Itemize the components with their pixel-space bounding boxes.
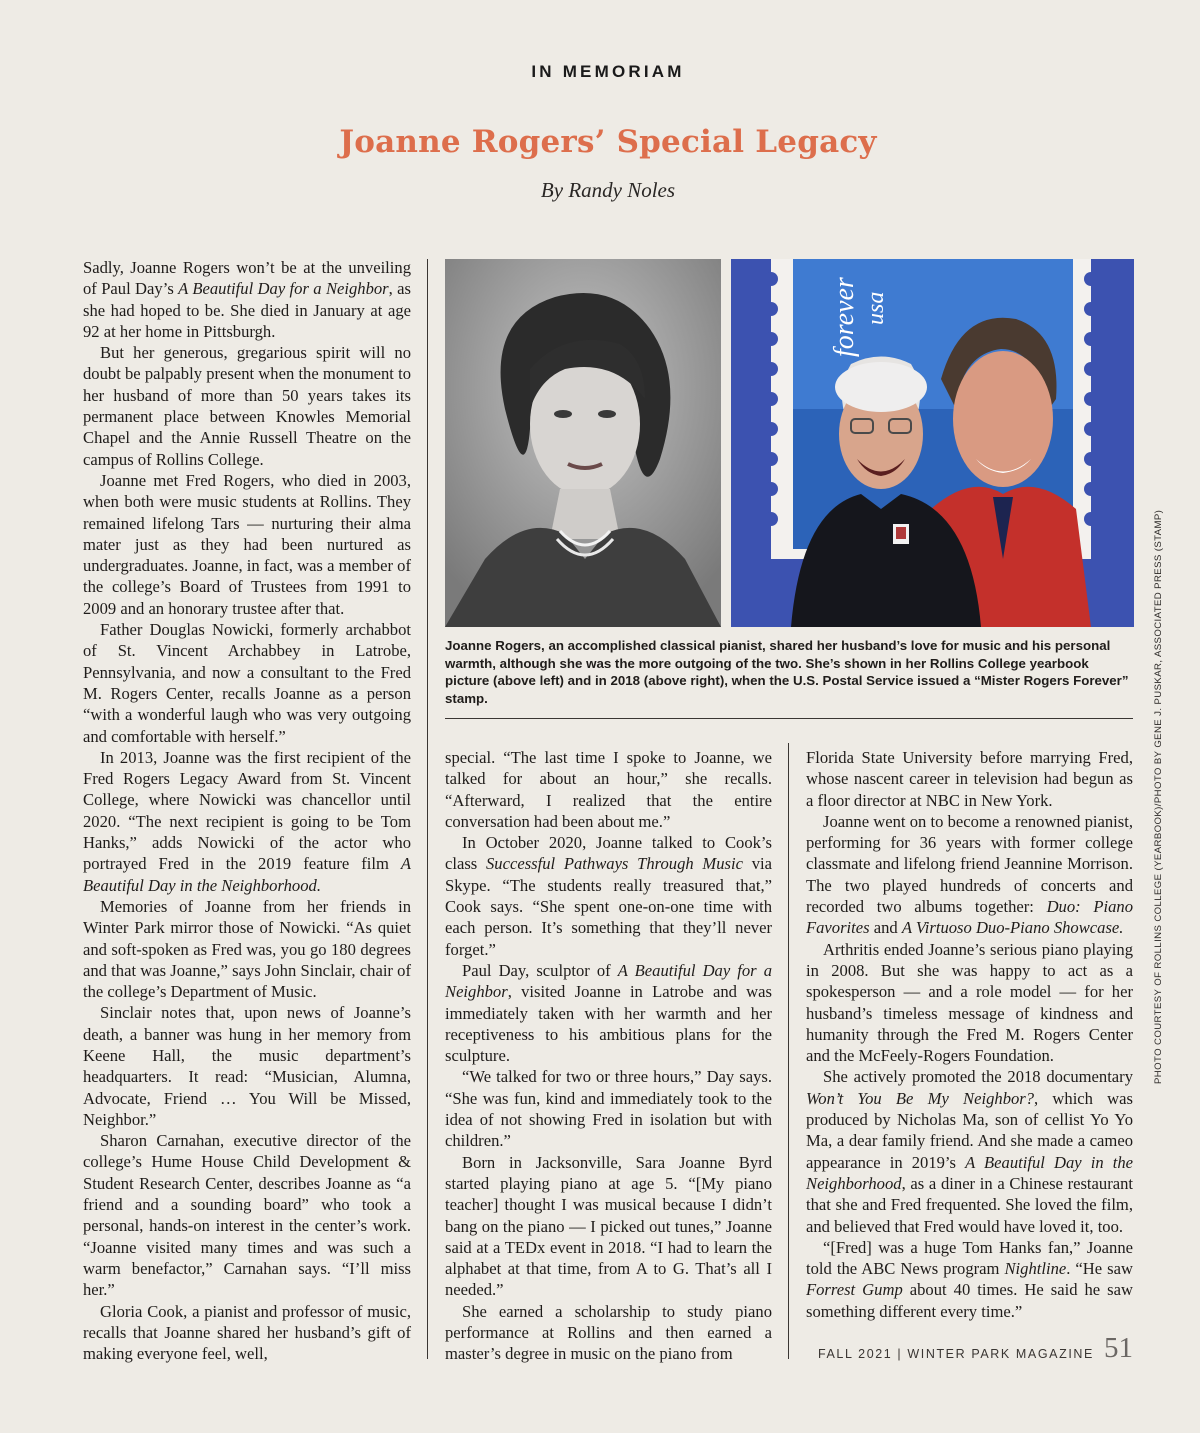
section-label: IN MEMORIAM xyxy=(531,62,685,81)
column-rule-2 xyxy=(788,743,789,1359)
paragraph: Sharon Carnahan, executive director of the college’s Hume House Child Development & Student Research Center, describes Joanne as “a friend and a sounding board” who took a personal, hands-on interest in the center’s work. “Joanne visited many times and was such a warm benefactor,” Carnahan says. “I’ll miss her.” xyxy=(83,1131,411,1300)
stamp-forever-text: forever xyxy=(829,277,860,357)
column-rule-1 xyxy=(427,259,428,1359)
article-title: Joanne Rogers’ Special Legacy xyxy=(339,124,877,160)
paragraph: She earned a scholarship to study piano performance at Rollins and then earned a master’s degree in music on the piano from xyxy=(445,1301,772,1364)
paragraph: In October 2020, Joanne talked to Cook’s class Successful Pathways Through Music via Skype. “The students really treasured that,” Cook says. “She spent one-on-one time with each person. It’s something that they’ll never forget.” xyxy=(445,833,772,959)
stamp-photo xyxy=(731,259,1134,627)
paragraph: “We talked for two or three hours,” Day says. “She was fun, kind and immediately took to the idea of not showing Fred in isolation but with children.” xyxy=(445,1067,772,1151)
paragraph: But her generous, gregarious spirit will no doubt be palpably present when the monument to her husband of more than 50 years takes its permanent place between Knowles Memorial Chapel and the Annie Russell Theatre on the campus of Rollins College. xyxy=(83,343,411,469)
page-number: 51 xyxy=(1104,1332,1133,1364)
paragraph: Memories of Joanne from her friends in Winter Park mirror those of Nowicki. “As quiet and soft-spoken as Fred was, you go 180 degrees and that was Joanne,” says John Sinclair, chair of the college’s Department of Music. xyxy=(83,896,411,1002)
byline: By Randy Noles xyxy=(540,178,676,202)
photo-credit: PHOTO COURTESY OF ROLLINS COLLEGE (YEARBOOK)/PHOTO BY GENE J. PUSKAR, ASSOCIATED PRESS (STAMP) xyxy=(1153,509,1164,1084)
paragraph: She actively promoted the 2018 documentary Won’t You Be My Neighbor?, which was produced by Nicholas Ma, son of cellist Yo Yo Ma, a dear family friend. And she made a cameo appearance in 2019’s A Beautiful Day in the Neighborhood, as a diner in a Chinese restaurant that she and Fred frequented. She loved the film, and believed that Fred would have loved it, too. xyxy=(806,1067,1134,1236)
paragraph: Gloria Cook, a pianist and professor of music, recalls that Joanne shared her husband’s gift of making everyone feel, well, xyxy=(83,1301,411,1364)
stamp-event-illustration xyxy=(731,259,1134,627)
paragraph: Sadly, Joanne Rogers won’t be at the unveiling of Paul Day’s A Beautiful Day for a Neighbor, as she had hoped to be. She died in January at age 92 at her home in Pittsburgh. xyxy=(83,258,411,341)
paragraph: In 2013, Joanne was the first recipient of the Fred Rogers Legacy Award from St. Vincent College, where Nowicki was chancellor until 2020. “The next recipient is going to be Tom Hanks,” adds Nowicki of the actor who portrayed Fred in the 2019 feature film A Beautiful Day in the Neighborhood. xyxy=(83,747,411,895)
paragraph: Paul Day, sculptor of A Beautiful Day for a Neighbor, visited Joanne in Latrobe and was immediately taken with her warmth and her receptiveness to his ambitious plans for the sculpture. xyxy=(445,960,772,1066)
paragraph: Born in Jacksonville, Sara Joanne Byrd started playing piano at age 5. “[My piano teacher] thought I was musical because I didn’t bang on the piano — I picked out tunes,” Joanne said at a TEDx event in 2018. “I had to learn the alphabet at that time, from A to G. That’s all I needed.” xyxy=(445,1152,772,1300)
stamp-usa-text: usa xyxy=(863,291,889,325)
photo-caption: Joanne Rogers, an accomplished classical pianist, shared her husband’s love for music and his personal warmth, although she was the more outgoing of the two. She’s shown in her Rollins College yearbook picture (above left) and in 2018 (above right), when the U.S. Postal Service issued a “Mister Rogers Forever” stamp. xyxy=(445,638,1129,706)
paragraph: Florida State University before marrying Fred, whose nascent career in television had begun as a floor director at NBC in New York. xyxy=(806,748,1133,810)
paragraph: special. “The last time I spoke to Joanne, we talked for about an hour,” she recalls. “Afterward, I realized that the entire conversation had been about me.” xyxy=(445,748,772,831)
yearbook-photo xyxy=(445,259,721,627)
paragraph: Father Douglas Nowicki, formerly archabbot of St. Vincent Archabbey in Latrobe, Pennsylvania, and now a consultant to the Fred M. Rogers Center, recalls Joanne as a person “with a wonderful laugh who was very outgoing and comfortable with herself.” xyxy=(83,620,411,746)
issue-footer: FALL 2021 | WINTER PARK MAGAZINE xyxy=(817,1347,1094,1361)
caption-divider xyxy=(445,718,1133,719)
paragraph: Arthritis ended Joanne’s serious piano playing in 2008. But she was happy to act as a spokesperson — and a role model — for her husband’s timeless message of kindness and humanity through the Fred M. Rogers Center and the McFeely-Rogers Foundation. xyxy=(806,939,1133,1066)
paragraph: “[Fred] was a huge Tom Hanks fan,” Joanne told the ABC News program Nightline. “He saw Forrest Gump about 40 times. He said he saw something different every time.” xyxy=(806,1237,1133,1321)
article-column-3 xyxy=(806,747,1133,1322)
paragraph: Joanne went on to become a renowned pianist, performing for 36 years with former college classmate and lifelong friend Jeannine Morrison. The two played hundreds of concerts and recorded two albums together: Duo: Piano Favorites and A Virtuoso Duo-Piano Showcase. xyxy=(806,811,1134,938)
yearbook-portrait-illustration xyxy=(445,259,721,627)
paragraph: Joanne met Fred Rogers, who died in 2003, when both were music students at Rollins. They remained lifelong Tars — nurturing their alma mater just as they had been nurtured as undergraduates. Joanne, in fact, was a member of the college’s Board of Trustees from 1991 to 2009 and an honorary trustee after that. xyxy=(83,470,411,618)
article-column-2 xyxy=(445,747,772,1365)
article-column-1 xyxy=(83,257,411,1364)
paragraph: Sinclair notes that, upon news of Joanne’s death, a banner was hung in her memory from Keene Hall, the music department’s headquarters. It read: “Musician, Alumna, Advocate, Friend … You Will be Missed, Neighbor.” xyxy=(83,1003,411,1129)
